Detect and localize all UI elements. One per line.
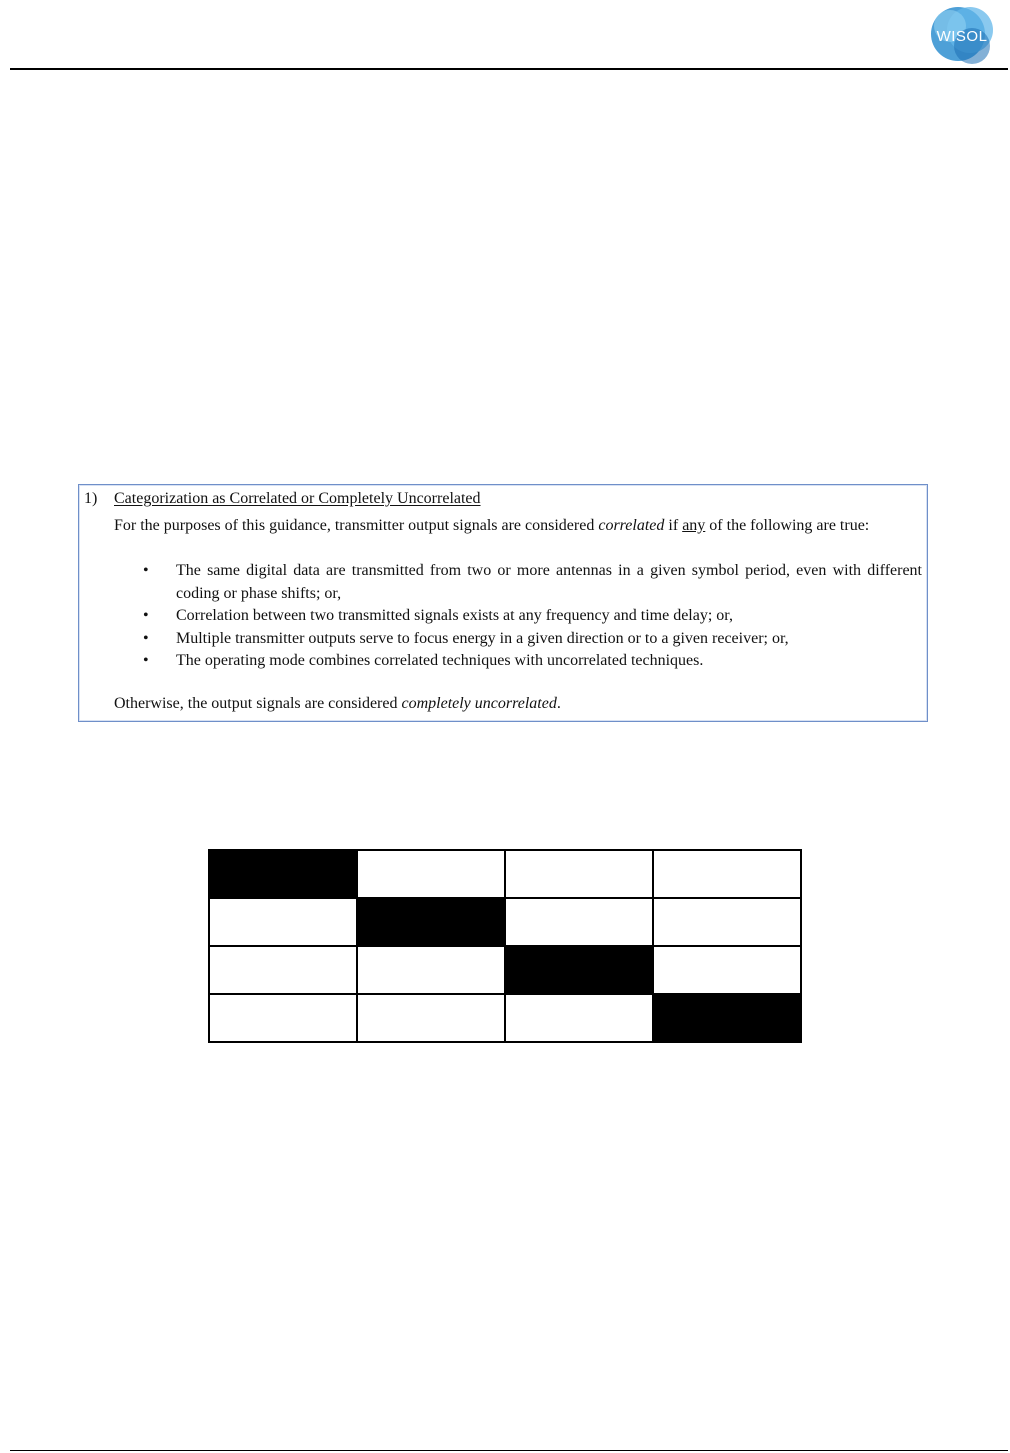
grid-row: [209, 898, 801, 946]
bullet-icon: •: [143, 629, 149, 647]
header-rule: [10, 68, 1008, 70]
guidance-box: [78, 484, 928, 722]
grid-cell-filled: [209, 850, 357, 898]
grid-cell-empty: [653, 898, 801, 946]
grid-cell-empty: [209, 946, 357, 994]
grid-row: [209, 850, 801, 898]
grid-cell-empty: [209, 898, 357, 946]
condition-item: [114, 605, 922, 628]
grid-cell-empty: [505, 850, 653, 898]
guidance-intro: [114, 515, 922, 538]
grid-cell-empty: [357, 994, 505, 1042]
grid-row: [209, 946, 801, 994]
grid-cell-filled: [653, 994, 801, 1042]
condition-text: The same digital data are transmitted from two or more antennas in a given symbol period, even with different coding or phase shifts; or,: [176, 562, 922, 602]
guidance-number: 1): [84, 490, 98, 507]
footer-rule: [10, 1450, 1008, 1451]
grid-cell-empty: [653, 946, 801, 994]
condition-text: Multiple transmitter outputs serve to focus energy in a given direction or to a given receiver; or,: [176, 629, 789, 647]
condition-item: [114, 560, 922, 605]
condition-list: [114, 560, 922, 673]
logo-text: WISOL: [936, 28, 988, 45]
grid-cell-empty: [505, 994, 653, 1042]
condition-text: Correlation between two transmitted signals exists at any frequency and time delay; or,: [176, 607, 733, 624]
guidance-otherwise: [114, 693, 561, 716]
bullet-icon: •: [143, 607, 149, 624]
otherwise-text-before: Otherwise, the output signals are considered: [114, 695, 402, 712]
intro-text-if: if: [664, 517, 683, 534]
grid-cell-empty: [505, 898, 653, 946]
otherwise-text-after: .: [556, 695, 561, 712]
guidance-heading: Categorization as Correlated or Completely Uncorrelated: [114, 490, 481, 507]
grid-cell-empty: [653, 850, 801, 898]
grid-row: [209, 994, 801, 1042]
bullet-icon: •: [143, 652, 149, 669]
otherwise-term: completely uncorrelated: [401, 695, 557, 712]
intro-term-correlated: correlated: [598, 517, 665, 534]
grid-cell-empty: [357, 850, 505, 898]
condition-text: The operating mode combines correlated techniques with uncorrelated techniques.: [176, 652, 704, 669]
correlation-grid: [208, 849, 802, 1043]
wisol-logo: [922, 4, 1002, 68]
condition-item: [114, 628, 922, 651]
grid-cell-filled: [505, 946, 653, 994]
grid-cell-empty: [209, 994, 357, 1042]
grid-cell-empty: [357, 946, 505, 994]
intro-term-any: any: [682, 517, 706, 534]
condition-item: [114, 650, 922, 673]
grid-cell-filled: [357, 898, 505, 946]
bullet-icon: •: [143, 562, 149, 579]
intro-text-after: of the following are true:: [705, 517, 870, 534]
intro-text-before: For the purposes of this guidance, transmitter output signals are considered: [114, 517, 599, 534]
